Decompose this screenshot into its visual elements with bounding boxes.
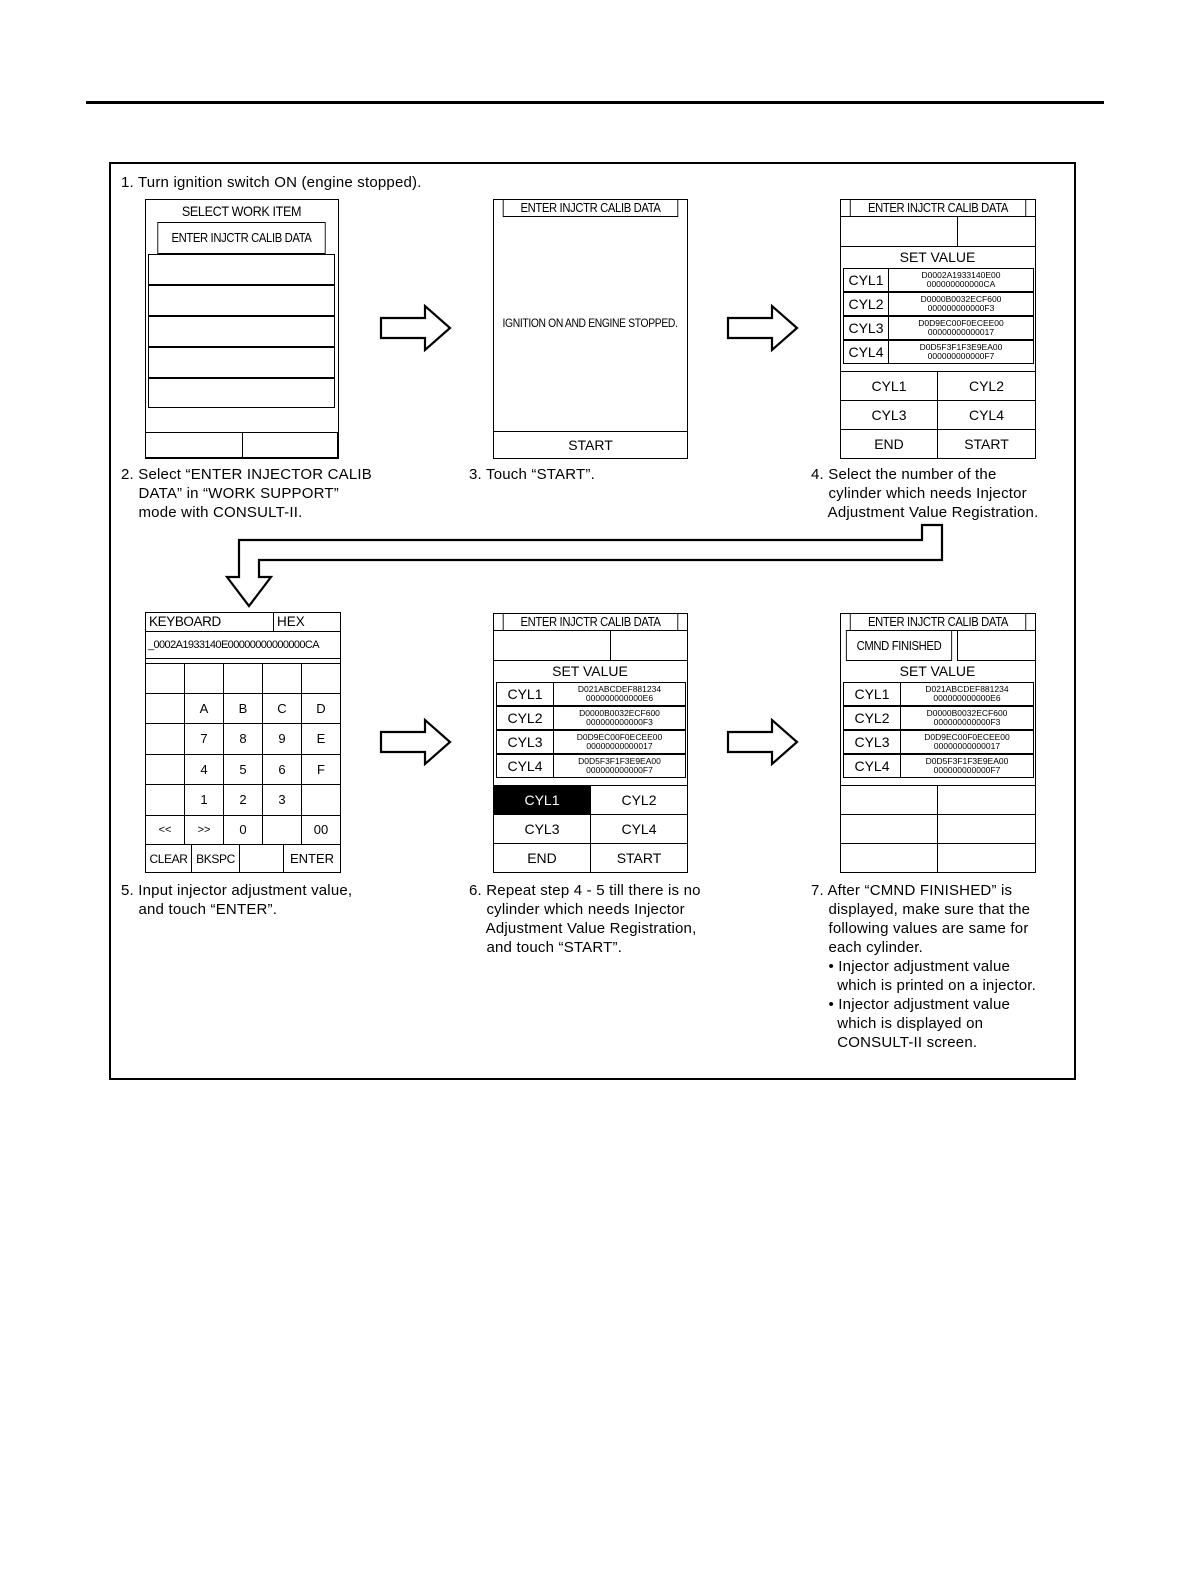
work-item-enter-injctr-calib-data[interactable]: ENTER INJCTR CALIB DATA — [157, 222, 325, 254]
blank-button[interactable] — [937, 814, 1036, 844]
key-cursor-left[interactable]: << — [145, 815, 185, 845]
key-3[interactable]: 3 — [262, 784, 302, 816]
key-6[interactable]: 6 — [262, 754, 302, 785]
key-blank[interactable] — [301, 663, 341, 694]
cyl4-value: D0D5F3F1F3E9EA00 000000000000F7 — [888, 340, 1034, 364]
work-item-empty[interactable] — [148, 254, 335, 285]
input-mode-hex: HEX — [273, 612, 341, 632]
key-7[interactable]: 7 — [184, 723, 224, 755]
key-c[interactable]: C — [262, 693, 302, 724]
cyl3-label: CYL3 — [843, 316, 889, 340]
key-e[interactable]: E — [301, 723, 341, 755]
key-2[interactable]: 2 — [223, 784, 263, 816]
cyl2-value: D0000B0032ECF600 000000000000F3 — [888, 292, 1034, 316]
cyl3-label: CYL3 — [843, 730, 901, 754]
command-finished-screen — [840, 613, 1036, 873]
cyl1-button-selected[interactable]: CYL1 — [493, 785, 591, 815]
key-cursor-right[interactable]: >> — [184, 815, 224, 845]
key-a[interactable]: A — [184, 693, 224, 724]
enter-button[interactable]: ENTER — [283, 844, 341, 873]
footer-button-right[interactable] — [242, 432, 338, 458]
cyl1-label: CYL1 — [496, 682, 554, 706]
cyl4-button[interactable]: CYL4 — [590, 814, 688, 844]
key-5[interactable]: 5 — [223, 754, 263, 785]
key-blank[interactable] — [301, 784, 341, 816]
set-value-label: SET VALUE — [552, 663, 628, 679]
cyl4-label: CYL4 — [496, 754, 554, 778]
screen-title: ENTER INJCTR CALIB DATA — [850, 613, 1026, 631]
key-blank[interactable] — [223, 663, 263, 694]
status-field-right — [957, 630, 1036, 661]
cyl4-button[interactable]: CYL4 — [937, 400, 1036, 430]
flow-arrow-right-icon — [727, 719, 799, 765]
flow-arrow-right-icon — [380, 719, 452, 765]
flow-arrow-right-icon — [727, 305, 799, 351]
key-blank[interactable] — [145, 663, 185, 694]
cyl4-value: D0D5F3F1F3E9EA00 000000000000F7 — [553, 754, 686, 778]
cyl3-value: D0D9EC00F0ECEE00 00000000000017 — [900, 730, 1034, 754]
set-value-label: SET VALUE — [899, 663, 976, 679]
blank-button[interactable] — [937, 843, 1036, 873]
cyl1-label: CYL1 — [843, 682, 901, 706]
ignition-check-screen — [493, 199, 688, 459]
cyl1-button[interactable]: CYL1 — [840, 371, 938, 401]
work-item-empty[interactable] — [148, 378, 335, 408]
key-d[interactable]: D — [301, 693, 341, 724]
end-button[interactable]: END — [493, 843, 591, 873]
step7-caption: 7. After “CMND FINISHED” is displayed, make sure that the following values are same for each cylinder. • Injector adjustment value which is printed on a injector. • Injector adjustment value which is displayed on CONSULT-II screen. — [811, 882, 1037, 1051]
blank-button[interactable] — [840, 785, 938, 815]
key-blank[interactable] — [262, 815, 302, 845]
cyl1-label: CYL1 — [843, 268, 889, 292]
cyl2-value: D0000B0032ECF600 000000000000F3 — [900, 706, 1034, 730]
cyl2-value: D0000B0032ECF600 000000000000F3 — [553, 706, 686, 730]
work-item-empty[interactable] — [148, 347, 335, 378]
set-value-screen-cyl1-selected — [493, 613, 688, 873]
cyl2-label: CYL2 — [843, 706, 901, 730]
step2-caption: 2. Select “ENTER INJECTOR CALIB DATA” in “WORK SUPPORT” mode with CONSULT-II. — [121, 466, 372, 521]
key-f[interactable]: F — [301, 754, 341, 785]
key-blank[interactable] — [184, 663, 224, 694]
status-field: CMND FINISHED — [846, 630, 952, 661]
blank-button[interactable] — [840, 814, 938, 844]
status-field — [840, 216, 958, 247]
cyl1-value: D021ABCDEF881234 000000000000E6 — [553, 682, 686, 706]
cyl3-label: CYL3 — [496, 730, 554, 754]
key-blank[interactable] — [262, 663, 302, 694]
select-work-item-screen — [145, 199, 339, 459]
key-8[interactable]: 8 — [223, 723, 263, 755]
cyl3-button[interactable]: CYL3 — [840, 400, 938, 430]
cyl3-value: D0D9EC00F0ECEE00 00000000000017 — [888, 316, 1034, 340]
flow-arrow-right-icon — [380, 305, 452, 351]
key-blank[interactable] — [145, 723, 185, 755]
set-value-label: SET VALUE — [899, 249, 976, 265]
screen-title: SELECT WORK ITEM — [181, 203, 302, 219]
work-item-empty[interactable] — [148, 316, 335, 347]
footer-button-left[interactable] — [145, 432, 243, 458]
status-field-right — [957, 216, 1036, 247]
cyl4-label: CYL4 — [843, 340, 889, 364]
screen-title: ENTER INJCTR CALIB DATA — [503, 613, 679, 631]
cyl1-value: D0002A1933140E00 000000000000CA — [888, 268, 1034, 292]
status-field-right — [610, 630, 688, 661]
cyl2-button[interactable]: CYL2 — [937, 371, 1036, 401]
step1-caption: 1. Turn ignition switch ON (engine stopped). — [121, 174, 422, 191]
cyl2-button[interactable]: CYL2 — [590, 785, 688, 815]
key-9[interactable]: 9 — [262, 723, 302, 755]
key-blank[interactable] — [145, 784, 185, 816]
key-b[interactable]: B — [223, 693, 263, 724]
input-field[interactable]: _0002A1933140E00000000000000CA — [145, 631, 341, 659]
step4-caption: 4. Select the number of the cylinder which needs Injector Adjustment Value Registration. — [811, 466, 1039, 521]
blank-button[interactable] — [937, 785, 1036, 815]
key-00[interactable]: 00 — [301, 815, 341, 845]
end-button[interactable]: END — [840, 429, 938, 459]
cyl1-value: D021ABCDEF881234 000000000000E6 — [900, 682, 1034, 706]
step5-caption: 5. Input injector adjustment value, and touch “ENTER”. — [121, 882, 353, 918]
screen-title: ENTER INJCTR CALIB DATA — [503, 199, 679, 217]
key-1[interactable]: 1 — [184, 784, 224, 816]
blank-button[interactable] — [239, 844, 284, 873]
cyl2-label: CYL2 — [496, 706, 554, 730]
keyboard-screen — [145, 612, 341, 873]
start-button[interactable]: START — [493, 431, 688, 459]
key-blank[interactable] — [145, 693, 185, 724]
status-field — [493, 630, 611, 661]
work-item-empty[interactable] — [148, 285, 335, 316]
cyl4-value: D0D5F3F1F3E9EA00 000000000000F7 — [900, 754, 1034, 778]
key-0[interactable]: 0 — [223, 815, 263, 845]
cyl3-value: D0D9EC00F0ECEE00 00000000000017 — [553, 730, 686, 754]
screen-title: ENTER INJCTR CALIB DATA — [850, 199, 1026, 217]
step6-caption: 6. Repeat step 4 - 5 till there is no cylinder which needs Injector Adjustment Value Registration, and touch “START”. — [469, 882, 701, 956]
status-message: IGNITION ON AND ENGINE STOPPED. — [502, 318, 678, 330]
cyl3-button[interactable]: CYL3 — [493, 814, 591, 844]
key-4[interactable]: 4 — [184, 754, 224, 785]
step3-caption: 3. Touch “START”. — [469, 466, 595, 483]
blank-button[interactable] — [840, 843, 938, 873]
keyboard-label: KEYBOARD — [145, 612, 274, 632]
cyl4-label: CYL4 — [843, 754, 901, 778]
clear-button[interactable]: CLEAR — [145, 844, 192, 873]
start-button[interactable]: START — [590, 843, 688, 873]
flow-arrow-return-icon — [222, 524, 947, 608]
key-blank[interactable] — [145, 754, 185, 785]
start-button[interactable]: START — [937, 429, 1036, 459]
cyl2-label: CYL2 — [843, 292, 889, 316]
backspace-button[interactable]: BKSPC — [191, 844, 240, 873]
header-rule — [86, 101, 1104, 104]
set-value-screen — [840, 199, 1036, 459]
